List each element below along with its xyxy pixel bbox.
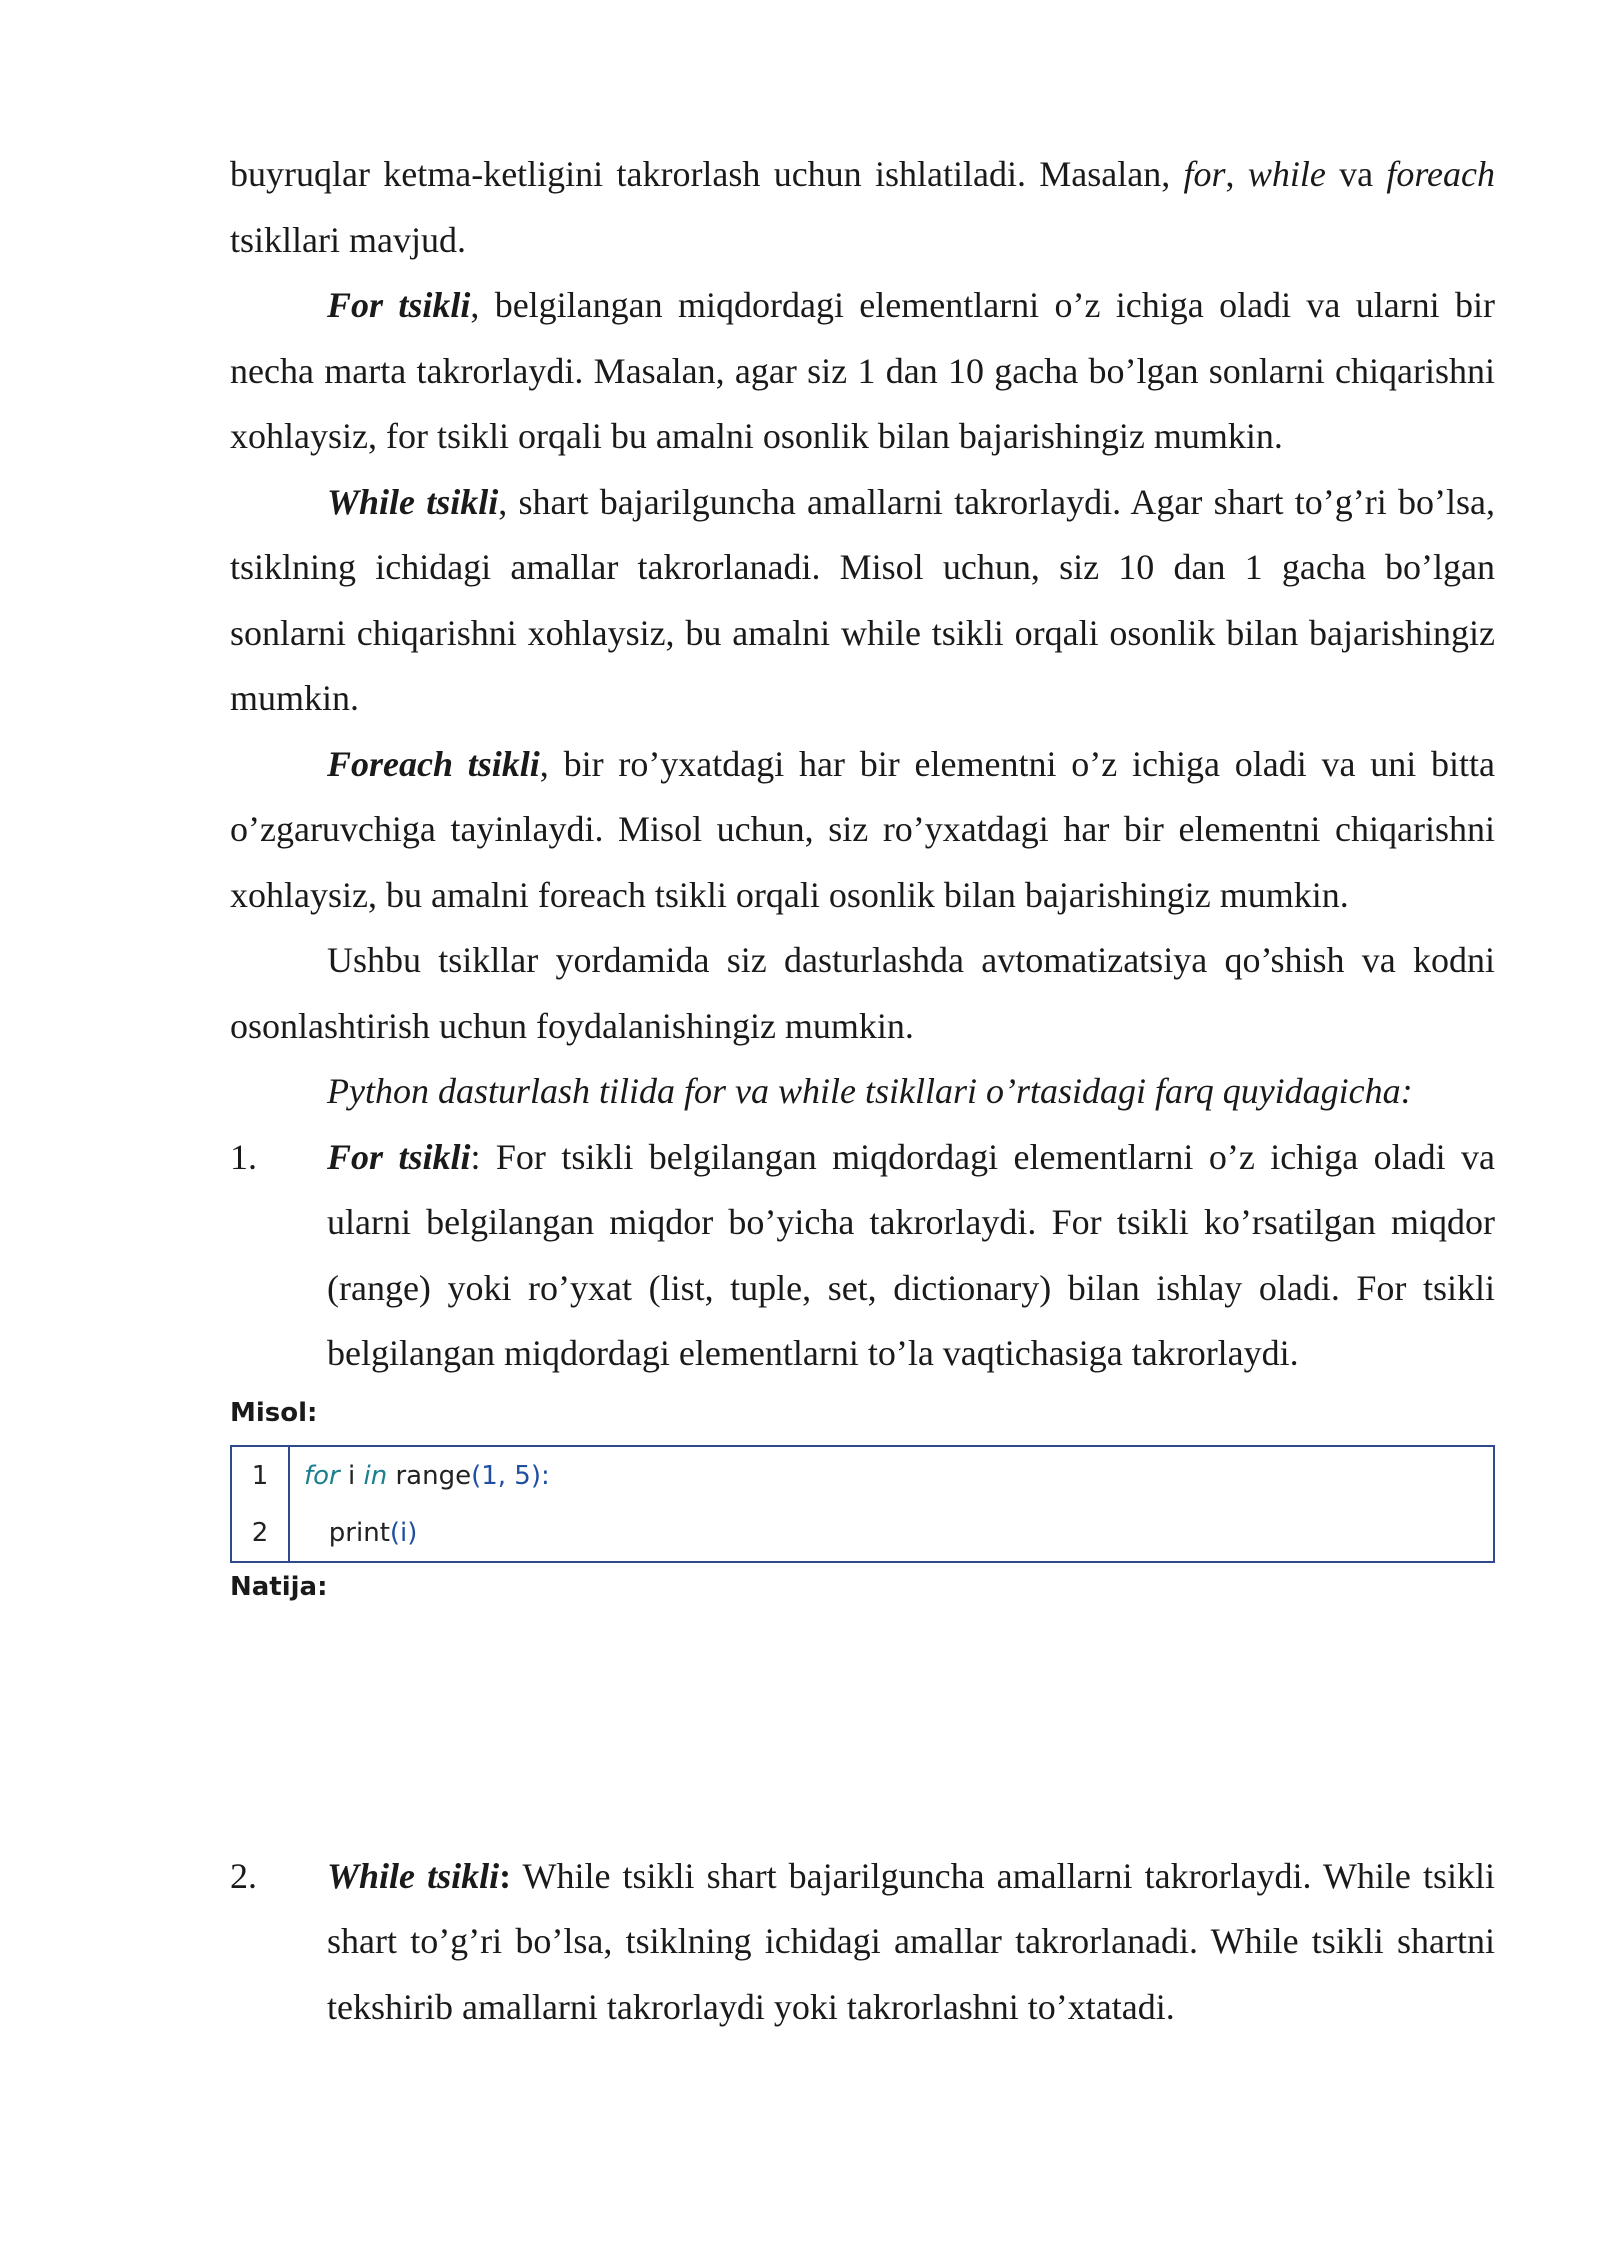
text-span: While tsikli shart bajarilguncha amallarni takrorlaydi. While tsikli shart to’g’ri bo’lsa, tsiklning ichidagi amallar takrorlanadi. While tsikli shartni tekshirib amallarni takrorlaydi yoki takrorlashni to’xtatadi.	[327, 1855, 1495, 2027]
paragraph-foreach	[230, 732, 1495, 929]
term-for-tsikli: For tsikli	[327, 1136, 471, 1177]
misol-label: Misol:	[230, 1397, 318, 1428]
list-body	[327, 1125, 1495, 1387]
code-indent	[304, 1518, 329, 1548]
code-line-1	[232, 1447, 1493, 1505]
term-foreach-tsikli: Foreach tsikli	[327, 743, 540, 784]
paragraph-heading-difference	[230, 1059, 1495, 1125]
line-number: 2	[232, 1505, 290, 1561]
list-number: 1.	[230, 1136, 257, 1177]
text-span: , shart bajarilguncha amallarni takrorlaydi. Agar shart to’g’ri bo’lsa, tsiklning ichidagi amallar takrorlanadi. Misol uchun, siz 10 dan 1 gacha bo’lgan sonlarni chiqarishni xohlaysiz, bu amalni while tsikli orqali osonlik bilan bajarishingiz mumkin.	[230, 481, 1496, 718]
code-function: range	[387, 1460, 472, 1491]
paragraph-intro	[230, 142, 1495, 273]
code-args: (i)	[389, 1517, 418, 1548]
list-body	[327, 1844, 1495, 2041]
paragraph-while	[230, 470, 1495, 732]
keyword-for: for	[304, 1460, 340, 1491]
keyword-in: in	[363, 1460, 388, 1491]
result-blank-space	[230, 1607, 1495, 1844]
list-number: 2.	[230, 1855, 257, 1896]
text-span: , belgilangan miqdordagi elementlarni o’z ichiga oladi va ularni bir necha marta takrorlaydi. Masalan, agar siz 1 dan 10 gacha bo’lgan sonlarni chiqarishni xohlaysiz, for tsikli orqali bu amalni osonlik bilan bajarishingiz mumkin.	[230, 285, 1495, 456]
text-span: , bir ro’yxatdagi har bir elementni o’z ichiga oladi va uni bitta o’zgaruvchiga tayinlaydi. Misol uchun, siz ro’yxatdagi har bir elementni chiqarishni xohlaysiz, bu amalni foreach tsikli orqali osonlik bilan bajarishingiz mumkin.	[230, 743, 1495, 915]
page-content	[230, 142, 1495, 2040]
italic-while: while	[1247, 154, 1326, 194]
code-line-2	[232, 1505, 1493, 1561]
natija-label: Natija:	[230, 1571, 328, 1602]
term-for-tsikli: For tsikli	[327, 285, 471, 325]
code-text	[290, 1518, 417, 1548]
text-span: ,	[1225, 154, 1248, 194]
code-block	[230, 1445, 1495, 1563]
list-item-2	[230, 1844, 1495, 2041]
list-item-1	[230, 1125, 1495, 1387]
text-span: va	[1325, 154, 1387, 194]
code-function: print	[328, 1517, 390, 1548]
italic-foreach: foreach	[1386, 154, 1496, 194]
code-args: (1, 5):	[471, 1460, 550, 1491]
code-var: i	[339, 1460, 364, 1491]
text-span: tsikllari mavjud.	[230, 219, 466, 260]
text-span: buyruqlar ketma-ketligini takrorlash uchun ishlatiladi. Masalan,	[230, 154, 1184, 194]
italic-heading: Python dasturlash tilida for va while tsikllari o’rtasidagi farq quyidagicha:	[327, 1071, 1413, 1111]
italic-for: for	[1183, 154, 1226, 194]
paragraph-summary: Ushbu tsikllar yordamida siz dasturlashda avtomatizatsiya qo’shish va kodni osonlashtirish uchun foydalanishingiz mumkin.	[230, 940, 1495, 1046]
term-while-tsikli: While tsikli	[327, 481, 499, 522]
text-span: : For tsikli belgilangan miqdordagi elementlarni o’z ichiga oladi va ularni belgilangan miqdor bo’yicha takrorlaydi. For tsikli ko’rsatilgan miqdor (range) yoki ro’yxat (list, tuple, set, dictionary) bilan ishlay oladi. For tsikli belgilangan miqdordagi elementlarni to’la vaqtichasiga takrorlaydi.	[327, 1136, 1495, 1373]
term-while-tsikli: While tsikli	[327, 1855, 500, 1896]
paragraph-for	[230, 273, 1495, 470]
colon: :	[499, 1855, 512, 1896]
line-number: 1	[232, 1447, 290, 1505]
code-text	[290, 1461, 550, 1491]
